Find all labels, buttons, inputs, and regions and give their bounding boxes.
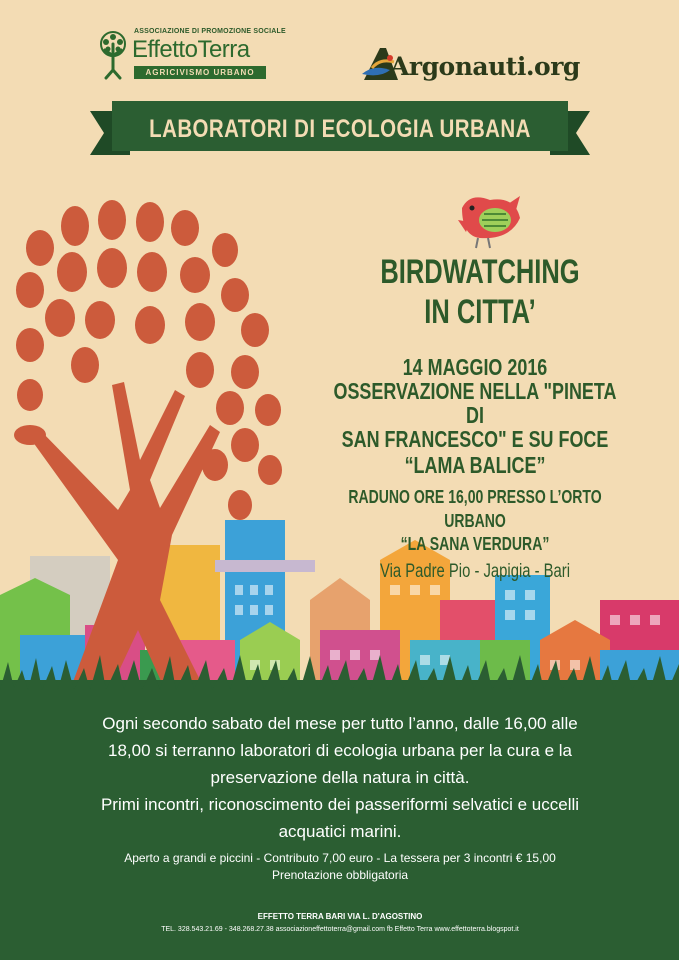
- description-line-2: 18,00 si terranno laboratori di ecologia urbana per la cura e la: [107, 741, 572, 760]
- argonauti-logo: [360, 44, 595, 88]
- effetto-terra-subtitle: AGRICIVISMO URBANO: [134, 66, 266, 79]
- bird-icon: [458, 196, 520, 248]
- meeting-place: “LA SANA VERDURA”: [400, 534, 550, 554]
- title-line-1: BIRDWATCHING: [380, 253, 580, 291]
- description: [20, 710, 660, 845]
- ribbon-title: LABORATORI DI ECOLOGIA URBANA: [149, 115, 531, 143]
- tree-logo-icon: [96, 30, 130, 80]
- effetto-terra-name: EffettoTerra: [132, 36, 250, 63]
- footer: [0, 700, 679, 960]
- footer-contacts: TEL. 328.543.21.69 - 348.268.27.38 associazioneffettoterra@gmail.com fb Effetto Terra www.effettoterra.blogspot.it: [161, 926, 519, 933]
- title-ribbon: [90, 99, 590, 159]
- pricing-info: [20, 850, 660, 884]
- footer-address: EFFETTO TERRA BARI VIA L. D'AGOSTINO: [257, 912, 423, 921]
- pricing-line: Aperto a grandi e piccini - Contributo 7,00 euro - La tessera per 3 incontri € 15,00: [124, 851, 556, 865]
- header: [0, 0, 679, 100]
- description-line-1: Ogni secondo sabato del mese per tutto l’anno, dalle 16,00 alle: [102, 714, 578, 733]
- observation-line-1: OSSERVAZIONE NELLA "PINETA DI: [333, 378, 617, 428]
- assoc-label: ASSOCIAZIONE DI PROMOZIONE SOCIALE: [134, 28, 286, 35]
- description-line-3: preservazione della natura in città.: [210, 768, 470, 787]
- event-date: 14 MAGGIO 2016: [402, 354, 548, 380]
- observation-line-3: “LAMA BALICE”: [404, 452, 546, 478]
- title-line-2: IN CITTA’: [424, 293, 536, 331]
- observation-line-2: SAN FRANCESCO" E SU FOCE: [341, 426, 609, 452]
- meeting-info: RADUNO ORE 16,00 PRESSO L’ORTO URBANO: [348, 487, 602, 531]
- description-line-4: Primi incontri, riconoscimento dei passeriformi selvatici e uccelli: [100, 795, 580, 814]
- event-title: [368, 252, 593, 332]
- effetto-terra-logo: [96, 28, 286, 86]
- argonauti-name: Argonauti.org: [390, 52, 580, 81]
- description-line-5: acquatici marini.: [278, 822, 402, 841]
- event-details: [331, 355, 620, 589]
- booking-note: Prenotazione obbligatoria: [271, 868, 409, 882]
- event-address: Via Padre Pio - Japigia - Bari: [379, 561, 571, 582]
